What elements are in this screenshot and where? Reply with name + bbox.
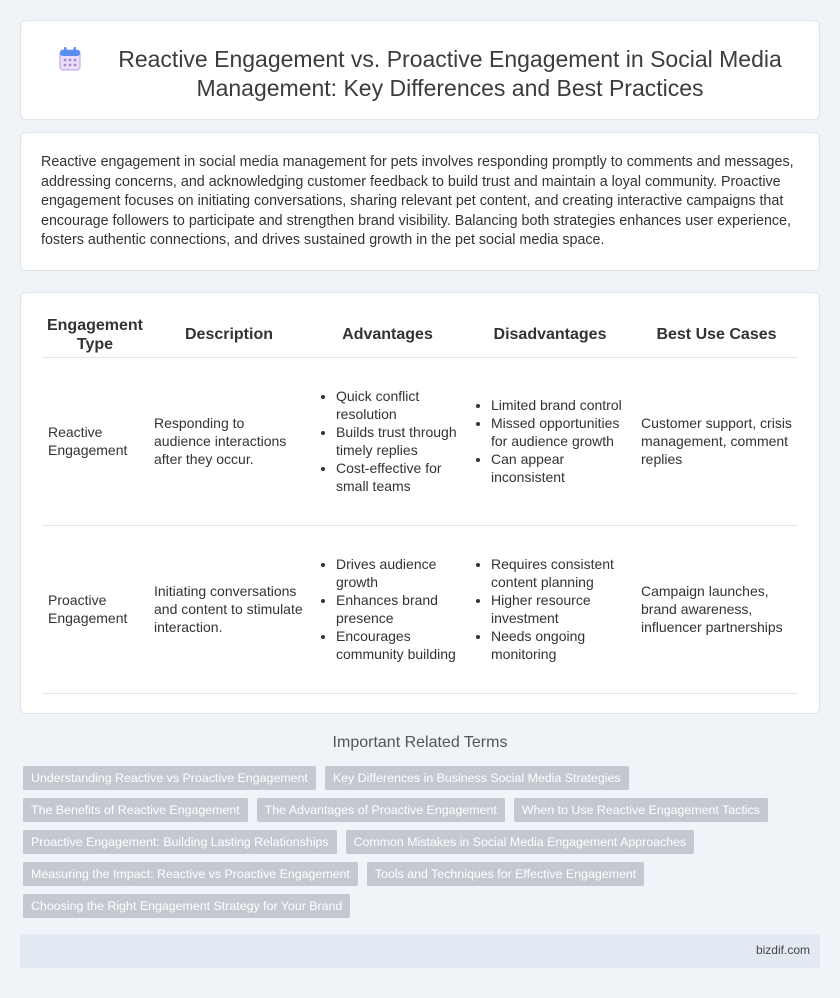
- comparison-table-card: [20, 292, 820, 714]
- related-term-tag[interactable]: Proactive Engagement: Building Lasting Relationships: [23, 830, 337, 854]
- disadvantages-list: [471, 555, 629, 663]
- cell-advantages: [310, 357, 465, 525]
- header-engagement-type: Engagement Type: [42, 313, 148, 357]
- cell-use-cases: Campaign launches, brand awareness, influencer partnerships: [635, 525, 798, 693]
- advantages-list: [316, 387, 459, 495]
- related-term-tag[interactable]: The Advantages of Proactive Engagement: [257, 798, 505, 822]
- page-title: Reactive Engagement vs. Proactive Engagement in Social Media Management: Key Differences and Best Practices: [118, 46, 782, 101]
- cell-description: Initiating conversations and content to stimulate interaction.: [148, 525, 310, 693]
- title-card: [20, 20, 820, 120]
- footer: [20, 934, 820, 968]
- cell-use-cases: Customer support, crisis management, comment replies: [635, 357, 798, 525]
- list-item: • Cost-effective for small teams: [336, 459, 459, 495]
- cell-disadvantages: [465, 525, 635, 693]
- related-term-tag[interactable]: The Benefits of Reactive Engagement: [23, 798, 248, 822]
- list-item: • Drives audience growth: [336, 555, 459, 591]
- related-term-tag[interactable]: Key Differences in Business Social Media Strategies: [325, 766, 629, 790]
- list-item: • Enhances brand presence: [336, 591, 459, 627]
- list-item: • Can appear inconsistent: [491, 450, 629, 486]
- list-item: • Encourages community building: [336, 627, 459, 663]
- list-item: • Missed opportunities for audience growth: [491, 414, 629, 450]
- related-term-tag[interactable]: Tools and Techniques for Effective Engagement: [367, 862, 644, 886]
- intro-paragraph: Reactive engagement in social media management for pets involves responding promptly to comments and messages, addressing concerns, and acknowledging customer feedback to build trust and maintain a loyal community. Proactive engagement focuses on initiating conversations, sharing relevant pet content, and creating interactive campaigns that encourage followers to participate and strengthen brand visibility. Balancing both strategies enhances user experience, fosters authentic connections, and drives sustained growth in the pet social media space.: [41, 154, 794, 249]
- header-description: Description: [148, 313, 310, 357]
- list-item: • Quick conflict resolution: [336, 387, 459, 423]
- related-term-tag[interactable]: Common Mistakes in Social Media Engagement Approaches: [346, 830, 695, 854]
- list-item: • Requires consistent content planning: [491, 555, 629, 591]
- cell-advantages: [310, 525, 465, 693]
- cell-engagement-type: Proactive Engagement: [42, 525, 148, 693]
- header-best-use-cases: Best Use Cases: [635, 313, 798, 357]
- related-terms-tags: [23, 766, 813, 918]
- related-term-tag[interactable]: Choosing the Right Engagement Strategy for Your Brand: [23, 894, 350, 918]
- table-row: [42, 525, 798, 693]
- advantages-list: [316, 555, 459, 663]
- list-item: • Needs ongoing monitoring: [491, 627, 629, 663]
- related-terms-heading: Important Related Terms: [332, 734, 508, 751]
- table-header-row: [42, 313, 798, 357]
- calendar-icon: [59, 47, 81, 71]
- footer-site-link[interactable]: bizdif.com: [755, 943, 810, 957]
- disadvantages-list: [471, 396, 629, 486]
- list-item: • Builds trust through timely replies: [336, 423, 459, 459]
- header-advantages: Advantages: [310, 313, 465, 357]
- related-term-tag[interactable]: Measuring the Impact: Reactive vs Proactive Engagement: [23, 862, 358, 886]
- related-term-tag[interactable]: Understanding Reactive vs Proactive Engagement: [23, 766, 316, 790]
- comparison-table: [42, 313, 798, 694]
- list-item: • Higher resource investment: [491, 591, 629, 627]
- cell-description: Responding to audience interactions after they occur.: [148, 357, 310, 525]
- intro-card: [20, 132, 820, 271]
- cell-disadvantages: [465, 357, 635, 525]
- header-disadvantages: Disadvantages: [465, 313, 635, 357]
- list-item: • Limited brand control: [491, 396, 629, 414]
- cell-engagement-type: Reactive Engagement: [42, 357, 148, 525]
- related-term-tag[interactable]: When to Use Reactive Engagement Tactics: [514, 798, 768, 822]
- table-row: [42, 357, 798, 525]
